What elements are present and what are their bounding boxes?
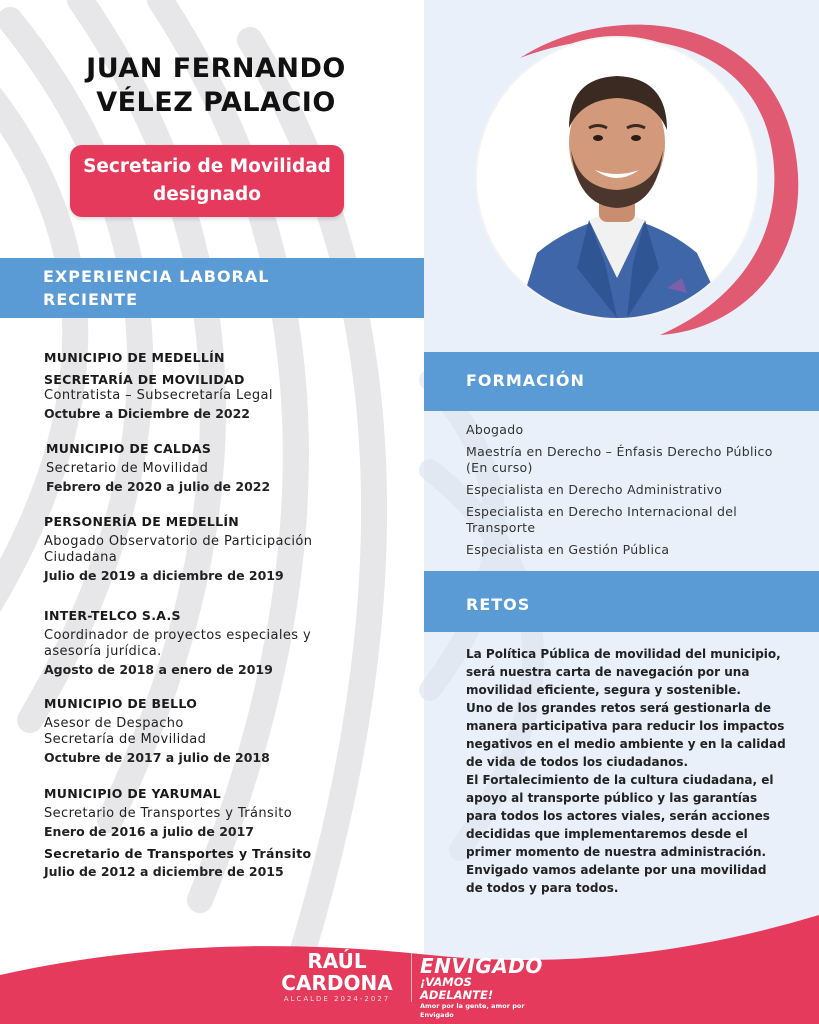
experience-date: Julio de 2019 a diciembre de 2019 (44, 568, 284, 583)
experience-date: Agosto de 2018 a enero de 2019 (44, 662, 273, 677)
experience-heading (0, 258, 424, 318)
formacion-item: Maestría en Derecho – Énfasis Derecho Público (En curso) (466, 444, 773, 475)
experience-title: MUNICIPIO DE CALDAS (46, 441, 212, 456)
experience-entry (44, 696, 404, 766)
experience-title: Secretario de Transportes y Tránsito (44, 846, 312, 861)
formacion-item: Abogado (466, 422, 524, 437)
slogan-line-1: ENVIGADO (420, 954, 543, 978)
retos-text (466, 645, 786, 897)
role-line-2: designado (153, 184, 261, 205)
formacion-heading: FORMACIÓN (424, 352, 819, 411)
slogan-logo (420, 954, 543, 1020)
retos-paragraph: Envigado vamos adelante por una movilidad de todos y para todos. (466, 863, 767, 895)
formacion-item: Especialista en Derecho Administrativo (466, 482, 723, 497)
experience-title: PERSONERÍA DE MEDELLÍN (44, 514, 240, 529)
experience-title: SECRETARÍA DE MOVILIDAD (44, 372, 245, 387)
retos-paragraph: Uno de los grandes retos será gestionarla de manera participativa para reducir los impactos negativos en el medio ambiente y en la calidad de vida de todos los ciudadanos. (466, 701, 786, 769)
experience-date: Febrero de 2020 a julio de 2022 (46, 479, 271, 494)
footer-divider (411, 952, 412, 1002)
experience-detail: Secretario de Movilidad (46, 461, 209, 476)
experience-entry (44, 350, 404, 422)
formacion-item: Especialista en Gestión Pública (466, 542, 670, 557)
slogan-line-3: Amor por la gente, amor por Envigado (420, 1002, 525, 1019)
brand-line-2: CARDONA (281, 971, 393, 995)
experience-detail: Coordinador de proyectos especiales y (44, 628, 312, 643)
experience-entry (44, 514, 404, 584)
formacion-list (466, 422, 796, 564)
experience-entry (46, 441, 406, 495)
experience-title: MUNICIPIO DE MEDELLÍN (44, 350, 225, 365)
candidate-name (36, 52, 396, 120)
experience-date: Julio de 2012 a diciembre de 2015 (44, 864, 284, 879)
formacion-item: Especialista en Derecho Internacional del Transporte (466, 504, 738, 535)
experience-detail: Contratista – Subsecretaría Legal (44, 388, 273, 403)
experience-heading-line-2: RECIENTE (43, 290, 139, 309)
slogan-line-2: ¡VAMOS ADELANTE! (420, 975, 494, 1002)
portrait-photo (477, 38, 757, 318)
role-badge (70, 145, 344, 217)
experience-detail: Secretaría de Movilidad (44, 732, 207, 747)
name-line-1: JUAN FERNANDO (86, 53, 346, 84)
experience-date: Octubre de 2017 a julio de 2018 (44, 750, 270, 765)
retos-paragraph: El Fortalecimiento de la cultura ciudadana, el apoyo al transporte público y las garantías para todos los actores viales, serán acciones decididas que implementaremos desde el primer momento de nuestra administración. (466, 773, 774, 859)
retos-heading: RETOS (424, 571, 819, 632)
experience-title: MUNICIPIO DE YARUMAL (44, 786, 221, 801)
experience-detail: Abogado Observatorio de Participación (44, 534, 313, 549)
experience-title: INTER-TELCO S.A.S (44, 608, 181, 623)
footer-wave (0, 900, 819, 1024)
experience-detail: asesoría jurídica. (44, 644, 162, 659)
experience-detail: Asesor de Despacho (44, 716, 184, 731)
experience-entry (44, 608, 404, 678)
name-line-2: VÉLEZ PALACIO (96, 87, 336, 118)
experience-heading-line-1: EXPERIENCIA LABORAL (43, 267, 270, 286)
brand-logo (270, 950, 404, 1004)
experience-detail: Ciudadana (44, 550, 118, 565)
experience-detail: Secretario de Transportes y Tránsito (44, 806, 293, 821)
retos-paragraph: La Política Pública de movilidad del municipio, será nuestra carta de navegación por una movilidad eficiente, segura y sostenible. (466, 647, 781, 697)
experience-entry (44, 786, 404, 880)
brand-tag: ALCALDE 2024-2027 (283, 995, 391, 1003)
role-line-1: Secretario de Movilidad (83, 156, 331, 177)
experience-date: Octubre a Diciembre de 2022 (44, 406, 251, 421)
portrait-illustration (477, 38, 757, 318)
experience-title: MUNICIPIO DE BELLO (44, 696, 198, 711)
experience-date: Enero de 2016 a julio de 2017 (44, 824, 254, 839)
brand-line-1: RAÚL (307, 949, 367, 973)
